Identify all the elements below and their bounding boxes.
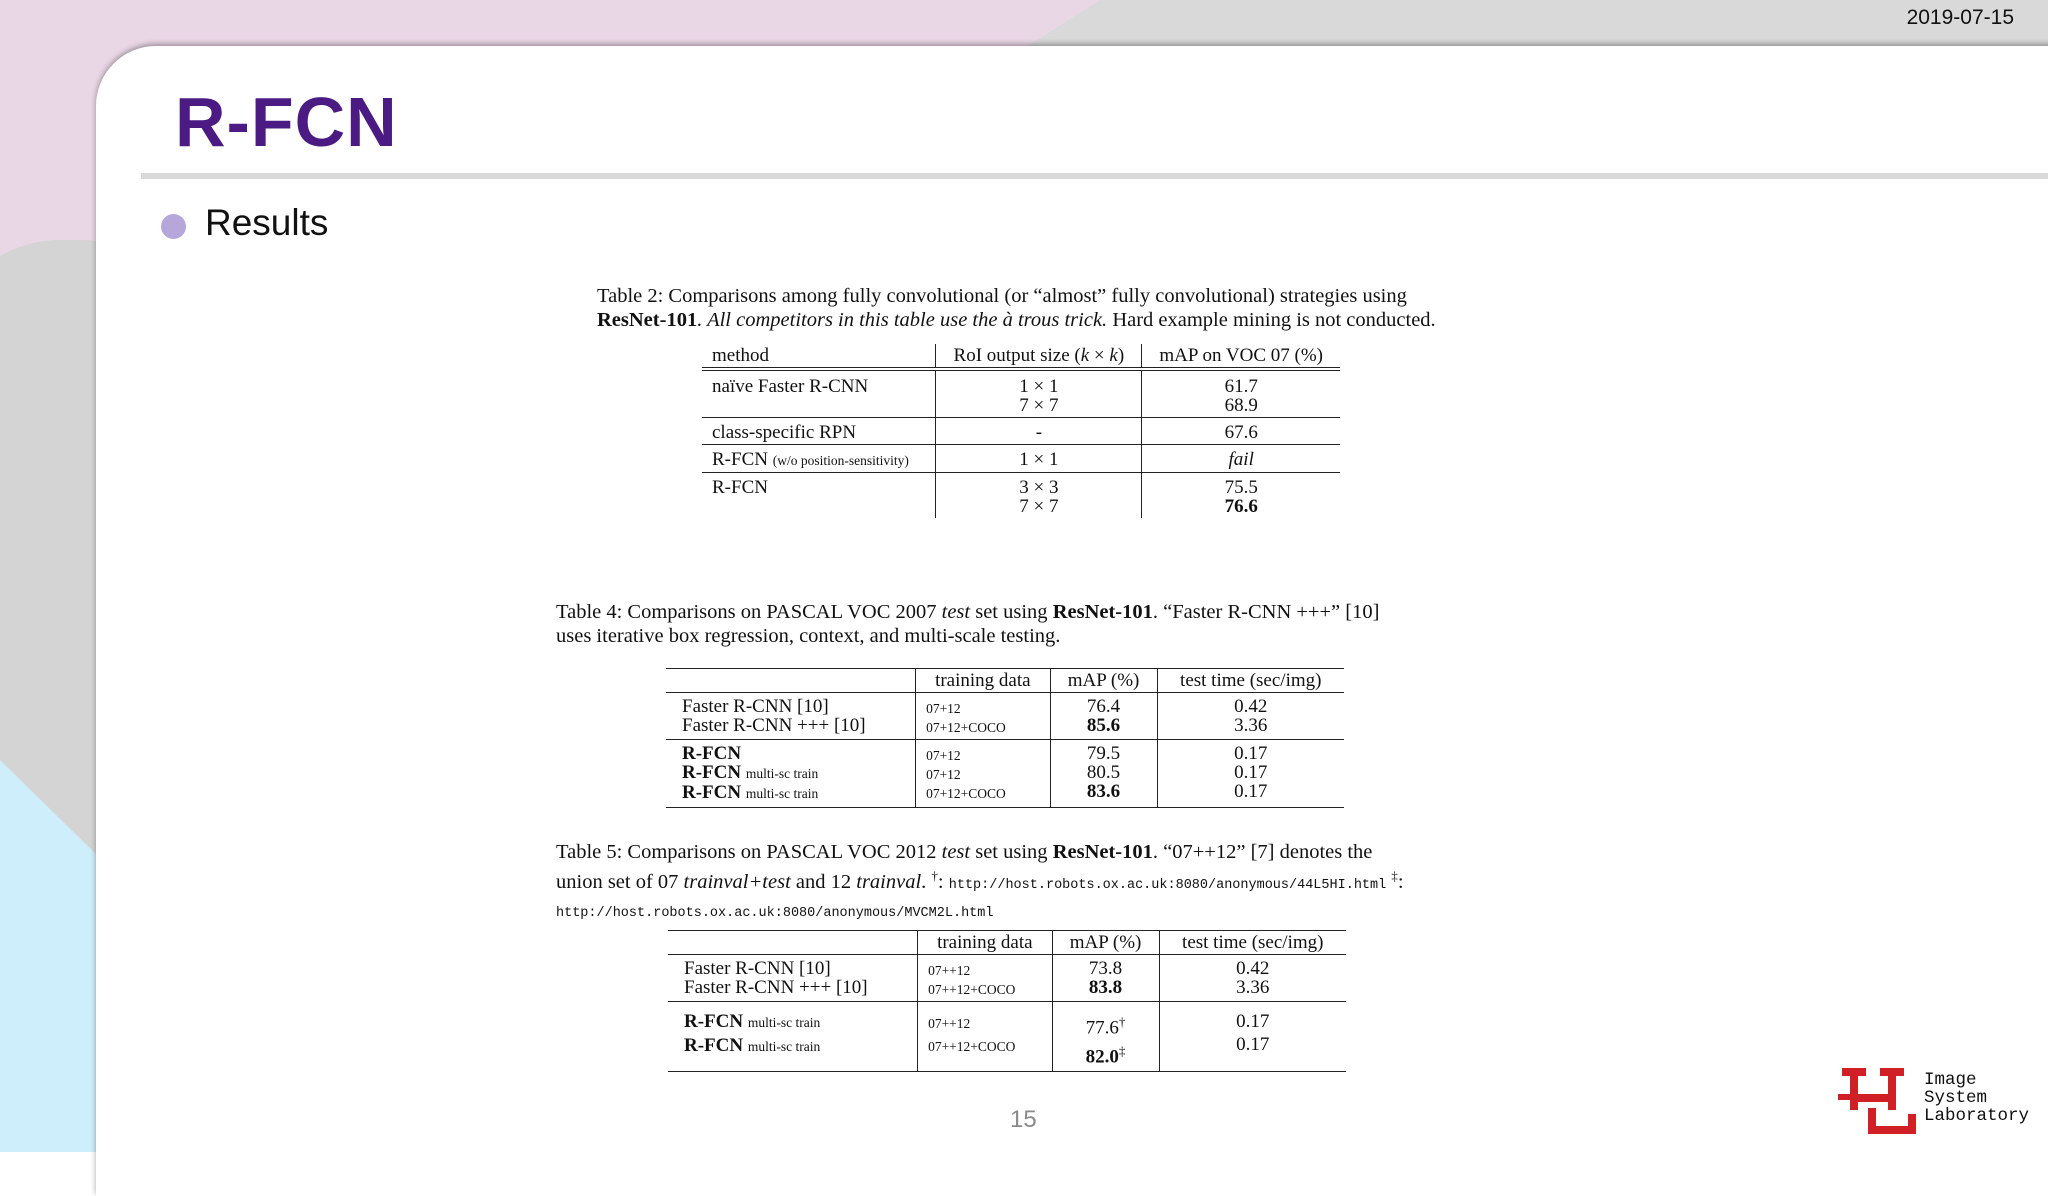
table-row: Faster R-CNN [10] Faster R-CNN +++ [10] 07++12 07++12+COCO 73.8 83.8 0.42 3.36 bbox=[668, 955, 1346, 1002]
table5-url-2: http://host.robots.ox.ac.uk:8080/anonymous/MVCM2L.html bbox=[556, 905, 994, 921]
table5-url-1: http://host.robots.ox.ac.uk:8080/anonymous/44L5HI.html bbox=[948, 877, 1387, 893]
table-row: naïve Faster R-CNN 1 × 1 7 × 7 61.7 68.9 bbox=[702, 369, 1340, 418]
slide-date: 2019-07-15 bbox=[1906, 6, 2014, 29]
page-number: 15 bbox=[1010, 1106, 1037, 1133]
table-row: R-FCN multi-sc train R-FCN multi-sc train 07++12 07++12+COCO 77.6† 82.0‡ 0.17 0.17 bbox=[668, 1002, 1346, 1072]
section-heading: Results bbox=[205, 202, 329, 243]
bullet-icon bbox=[161, 214, 186, 239]
table2-header bbox=[702, 344, 1340, 369]
table4 bbox=[666, 668, 1344, 808]
table-row: R-FCN (w/o position-sensitivity) 1 × 1 fail bbox=[702, 445, 1340, 473]
table2-header-map: mAP on VOC 07 (%) bbox=[1142, 344, 1340, 369]
table5-header: training data mAP (%) test time (sec/img) bbox=[668, 931, 1346, 955]
title-divider bbox=[141, 173, 2048, 179]
table2-header-roi: RoI output size (k × k) bbox=[936, 344, 1142, 369]
table4-caption: Table 4: Comparisons on PASCAL VOC 2007 test set using ResNet-101. “Faster R-CNN +++” [10] uses iterative box regression, context, and multi-scale testing. bbox=[556, 601, 1380, 647]
table-row: R-FCN R-FCN multi-sc train R-FCN multi-sc train 07+12 07+12 07+12+COCO 79.5 80.5 83.6 0.17 0.17 0.17 bbox=[666, 740, 1344, 808]
table-row: R-FCN 3 × 3 7 × 7 75.5 76.6 bbox=[702, 473, 1340, 519]
table2-caption: Table 2: Comparisons among fully convolutional (or “almost” fully convolutional) strategies using ResNet-101. All competitors in this table use the à trous trick. Hard example mining is not conducted. bbox=[597, 285, 1436, 331]
table-row: class-specific RPN - 67.6 bbox=[702, 418, 1340, 445]
table2-header-method: method bbox=[712, 345, 769, 366]
table2 bbox=[702, 344, 1340, 518]
lab-logo-text: Image System Laboratory bbox=[1924, 1070, 2030, 1126]
table4-header: training data mAP (%) test time (sec/img) bbox=[666, 669, 1344, 693]
table5-caption: Table 5: Comparisons on PASCAL VOC 2012 test set using ResNet-101. “07++12” [7] denotes the union set of 07 trainval+test and 12 trainval. †: http://host.robots.ox.ac.uk:8080/anonymous/44L5HI.html ‡: http://host.robots.ox.ac.uk:8080/anonymous/MVCM2L.html bbox=[556, 841, 1404, 921]
lab-logo-icon bbox=[1838, 1064, 1918, 1136]
table-row: Faster R-CNN [10] Faster R-CNN +++ [10] 07+12 07+12+COCO 76.4 85.6 0.42 3.36 bbox=[666, 693, 1344, 740]
table5 bbox=[668, 930, 1346, 1072]
slide-title: R-FCN bbox=[175, 83, 398, 161]
